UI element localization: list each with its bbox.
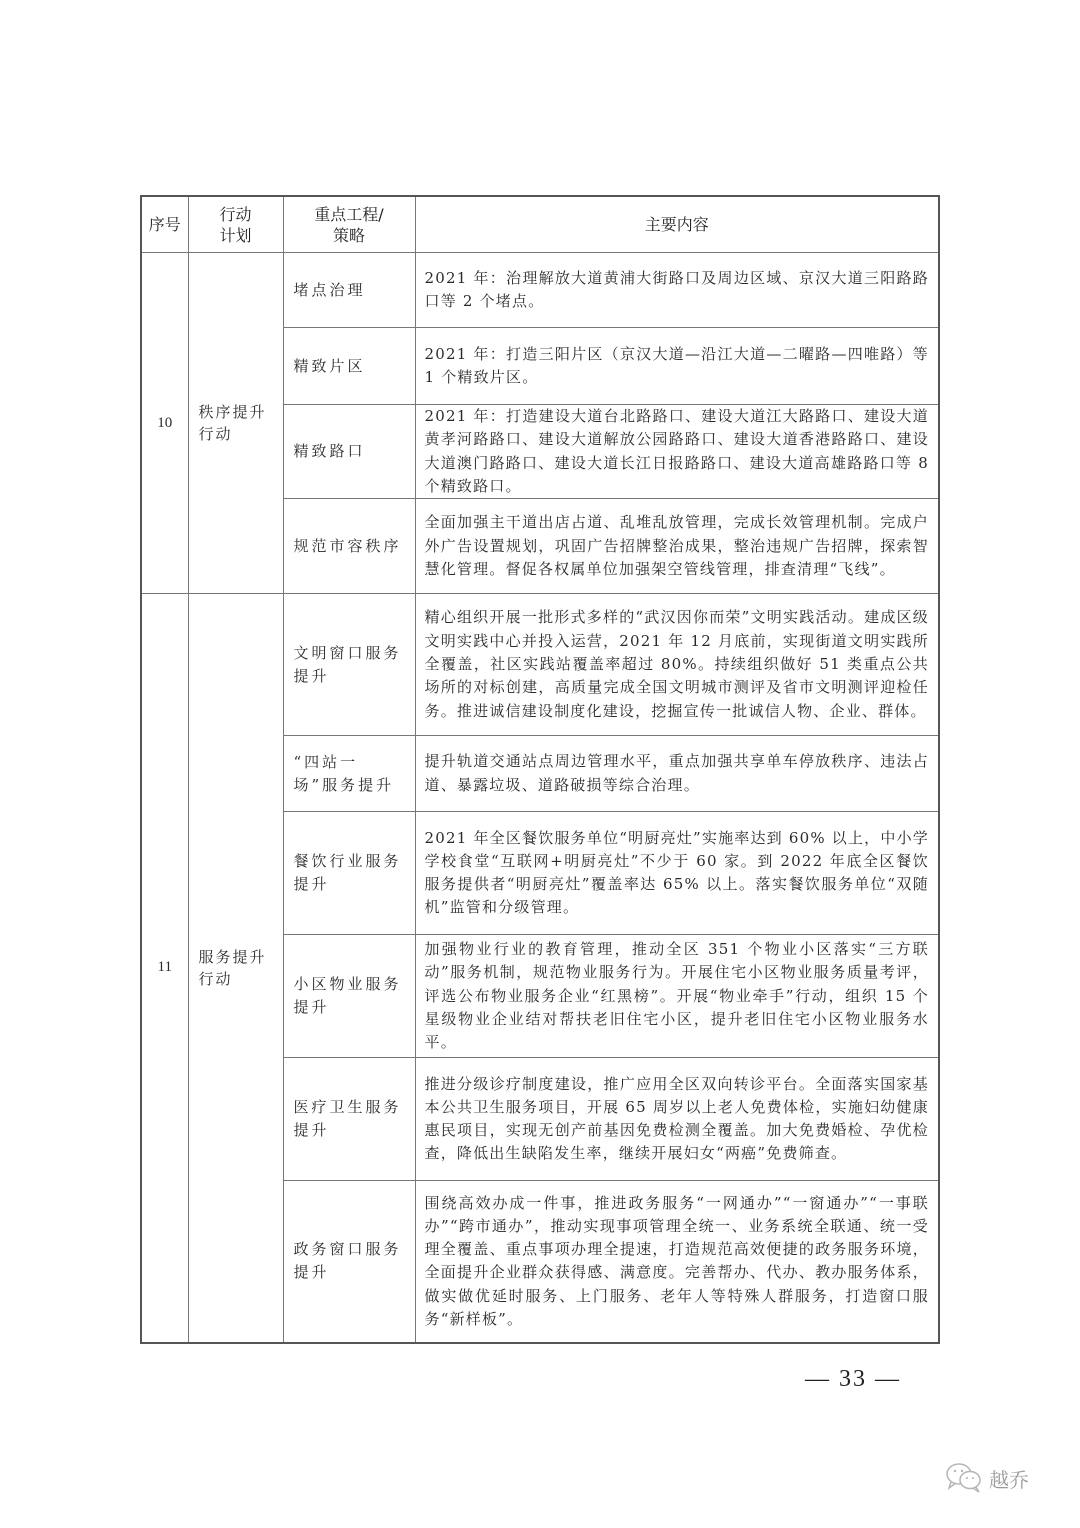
project-cell: 小区物业服务提升 [283,935,415,1058]
project-cell: 精致路口 [283,405,415,499]
content-cell: 精心组织开展一批形式多样的“武汉因你而荣”文明实践活动。建成区级文明实践中心并投入运营，2021 年 12 月底前，实现街道文明实践所全覆盖，社区实践站覆盖率超过 80%。持续组织做好 51 类重点公共场所的对标创建，高质量完成全国文明城市测评及省市文明测评迎检任务。推进诚信建设制度化建设，挖掘宣传一批诚信人物、企业、群体。 [415,594,939,736]
table-row [141,594,939,736]
project-cell: 规范市容秩序 [283,499,415,594]
serial-number-cell [141,594,188,1343]
project-cell: 文明窗口服务提升 [283,594,415,736]
serial-number: 11 [157,959,172,976]
project-cell: 精致片区 [283,328,415,405]
header-label: 策略 [332,225,365,245]
content-cell: 2021 年：打造三阳片区（京汉大道—沿江大道—二曜路—四唯路）等 1 个精致片区。 [415,328,939,405]
header-label: 行动 [219,204,252,224]
content-cell: 推进分级诊疗制度建设，推广应用全区双向转诊平台。全面落实国家基本公共卫生服务项目，开展 65 周岁以上老人免费体检，实施妇幼健康惠民项目，实现无创产前基因免费检测全覆盖。加大免费婚检、孕优检查，降低出生缺陷发生率，继续开展妇女“两癌”免费筛查。 [415,1058,939,1181]
header-main-content [415,196,939,253]
project-cell: 堵点治理 [283,253,415,328]
action-plan-label: 行动 [198,969,233,988]
content-cell: 2021 年：治理解放大道黄浦大街路口及周边区域、京汉大道三阳路路口等 2 个堵点。 [415,253,939,328]
content-cell: 全面加强主干道出店占道、乱堆乱放管理，完成长效管理机制。完成户外广告设置规划，巩固广告招牌整治成果，整治违规广告招牌，探索智慧化管理。督促各权属单位加强架空管线管理，排查清理“飞线”。 [415,499,939,594]
content-cell: 围绕高效办成一件事，推进政务服务“一网通办”“一窗通办”“一事联办”“跨市通办”，推动实现事项管理全统一、业务系统全联通、统一受理全覆盖、重点事项办理全提速，打造规范高效便捷的政务服务环境，全面提升企业群众获得感、满意度。完善帮办、代办、教办服务体系，做实做优延时服务、上门服务、老年人等特殊人群服务，打造窗口服务“新样板”。 [415,1181,939,1343]
action-plan-cell [188,253,283,594]
project-cell: 政务窗口服务提升 [283,1181,415,1343]
header-key-project [283,196,415,253]
header-label: 序号 [148,215,181,234]
header-row [141,196,939,253]
table-body [141,253,939,1343]
content-cell: 提升轨道交通站点周边管理水平，重点加强共享单车停放秩序、违法占道、暴露垃圾、道路破损等综合治理。 [415,736,939,812]
serial-number: 10 [157,414,173,431]
serial-number-cell [141,253,188,594]
action-plan-label: 秩序提升 [198,403,267,422]
content-cell: 加强物业行业的教育管理，推动全区 351 个物业小区落实“三方联动”服务机制，规范物业服务行为。开展住宅小区物业服务质量考评，评选公布物业服务企业“红黑榜”。开展“物业牵手”行动，组织 15 个星级物业企业结对帮扶老旧住宅小区，提升老旧住宅小区物业服务水平。 [415,935,939,1058]
watermark [945,1462,1029,1494]
project-cell: “四站一场”服务提升 [283,736,415,812]
content-cell: 2021 年全区餐饮服务单位“明厨亮灶”实施率达到 60% 以上，中小学学校食堂“互联网+明厨亮灶”不少于 60 家。到 2022 年底全区餐饮服务提供者“明厨亮灶”覆盖率达 65% 以上。落实餐饮服务单位“双随机”监管和分级管理。 [415,812,939,935]
action-plan-label: 服务提升 [198,947,267,966]
header-label: 重点工程/ [314,204,384,224]
header-serial-number [141,196,188,253]
wechat-icon [945,1462,985,1494]
action-plan-cell [188,594,283,1343]
watermark-text: 越乔 [989,1467,1029,1492]
content-cell: 2021 年：打造建设大道台北路路口、建设大道江大路路口、建设大道黄孝河路路口、建设大道解放公园路路口、建设大道香港路路口、建设大道澳门路路口、建设大道长江日报路路口、建设大道高雄路路口等 8 个精致路口。 [415,405,939,499]
action-plan-table [140,195,940,1344]
project-cell: 医疗卫生服务提升 [283,1058,415,1181]
header-action-plan [188,196,283,253]
action-plan-label: 行动 [198,425,233,444]
page-number: — 33 — [805,1366,901,1392]
table-row [141,253,939,328]
header-label: 计划 [219,225,252,245]
table-header [141,196,939,253]
header-label: 主要内容 [644,215,709,234]
project-cell: 餐饮行业服务提升 [283,812,415,935]
